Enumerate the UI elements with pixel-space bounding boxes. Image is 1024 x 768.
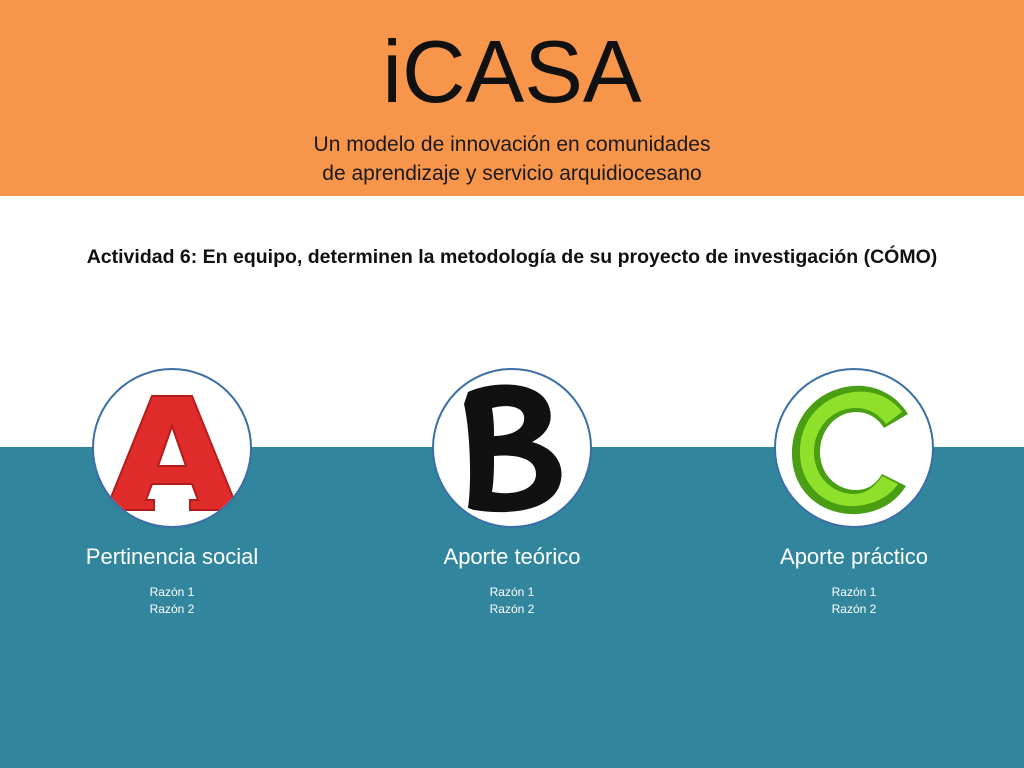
reason-list (42, 584, 302, 618)
letter-a-circle (92, 368, 252, 528)
reason-list (724, 584, 984, 618)
subtitle-line-2: de aprendizaje y servicio arquidiocesano (322, 162, 702, 185)
card-aporte-practico (724, 368, 984, 628)
reason-list (382, 584, 642, 618)
letter-a-icon (94, 370, 250, 526)
letter-c-circle (774, 368, 934, 528)
card-label: Aporte práctico (780, 544, 928, 569)
page-title: iCASA (382, 22, 642, 121)
card-aporte-teorico (382, 368, 642, 628)
reason-1: Razón 1 (831, 585, 877, 599)
card-pertinencia-social (42, 368, 302, 628)
reason-2: Razón 2 (149, 602, 195, 616)
card-label: Pertinencia social (85, 544, 259, 569)
reason-1: Razón 1 (149, 585, 195, 599)
reason-2: Razón 2 (831, 602, 877, 616)
reason-2: Razón 2 (489, 602, 535, 616)
letter-c-icon (776, 370, 932, 526)
header-banner (0, 0, 1024, 196)
letter-b-icon (434, 370, 590, 526)
subtitle-line-1: Un modelo de innovación en comunidades (313, 133, 711, 156)
activity-instruction: Actividad 6: En equipo, determinen la metodología de su proyecto de investigación (CÓMO) (86, 246, 938, 268)
card-label: Aporte teórico (443, 544, 581, 569)
page-subtitle (0, 130, 1024, 188)
reason-1: Razón 1 (489, 585, 535, 599)
letter-b-circle (432, 368, 592, 528)
